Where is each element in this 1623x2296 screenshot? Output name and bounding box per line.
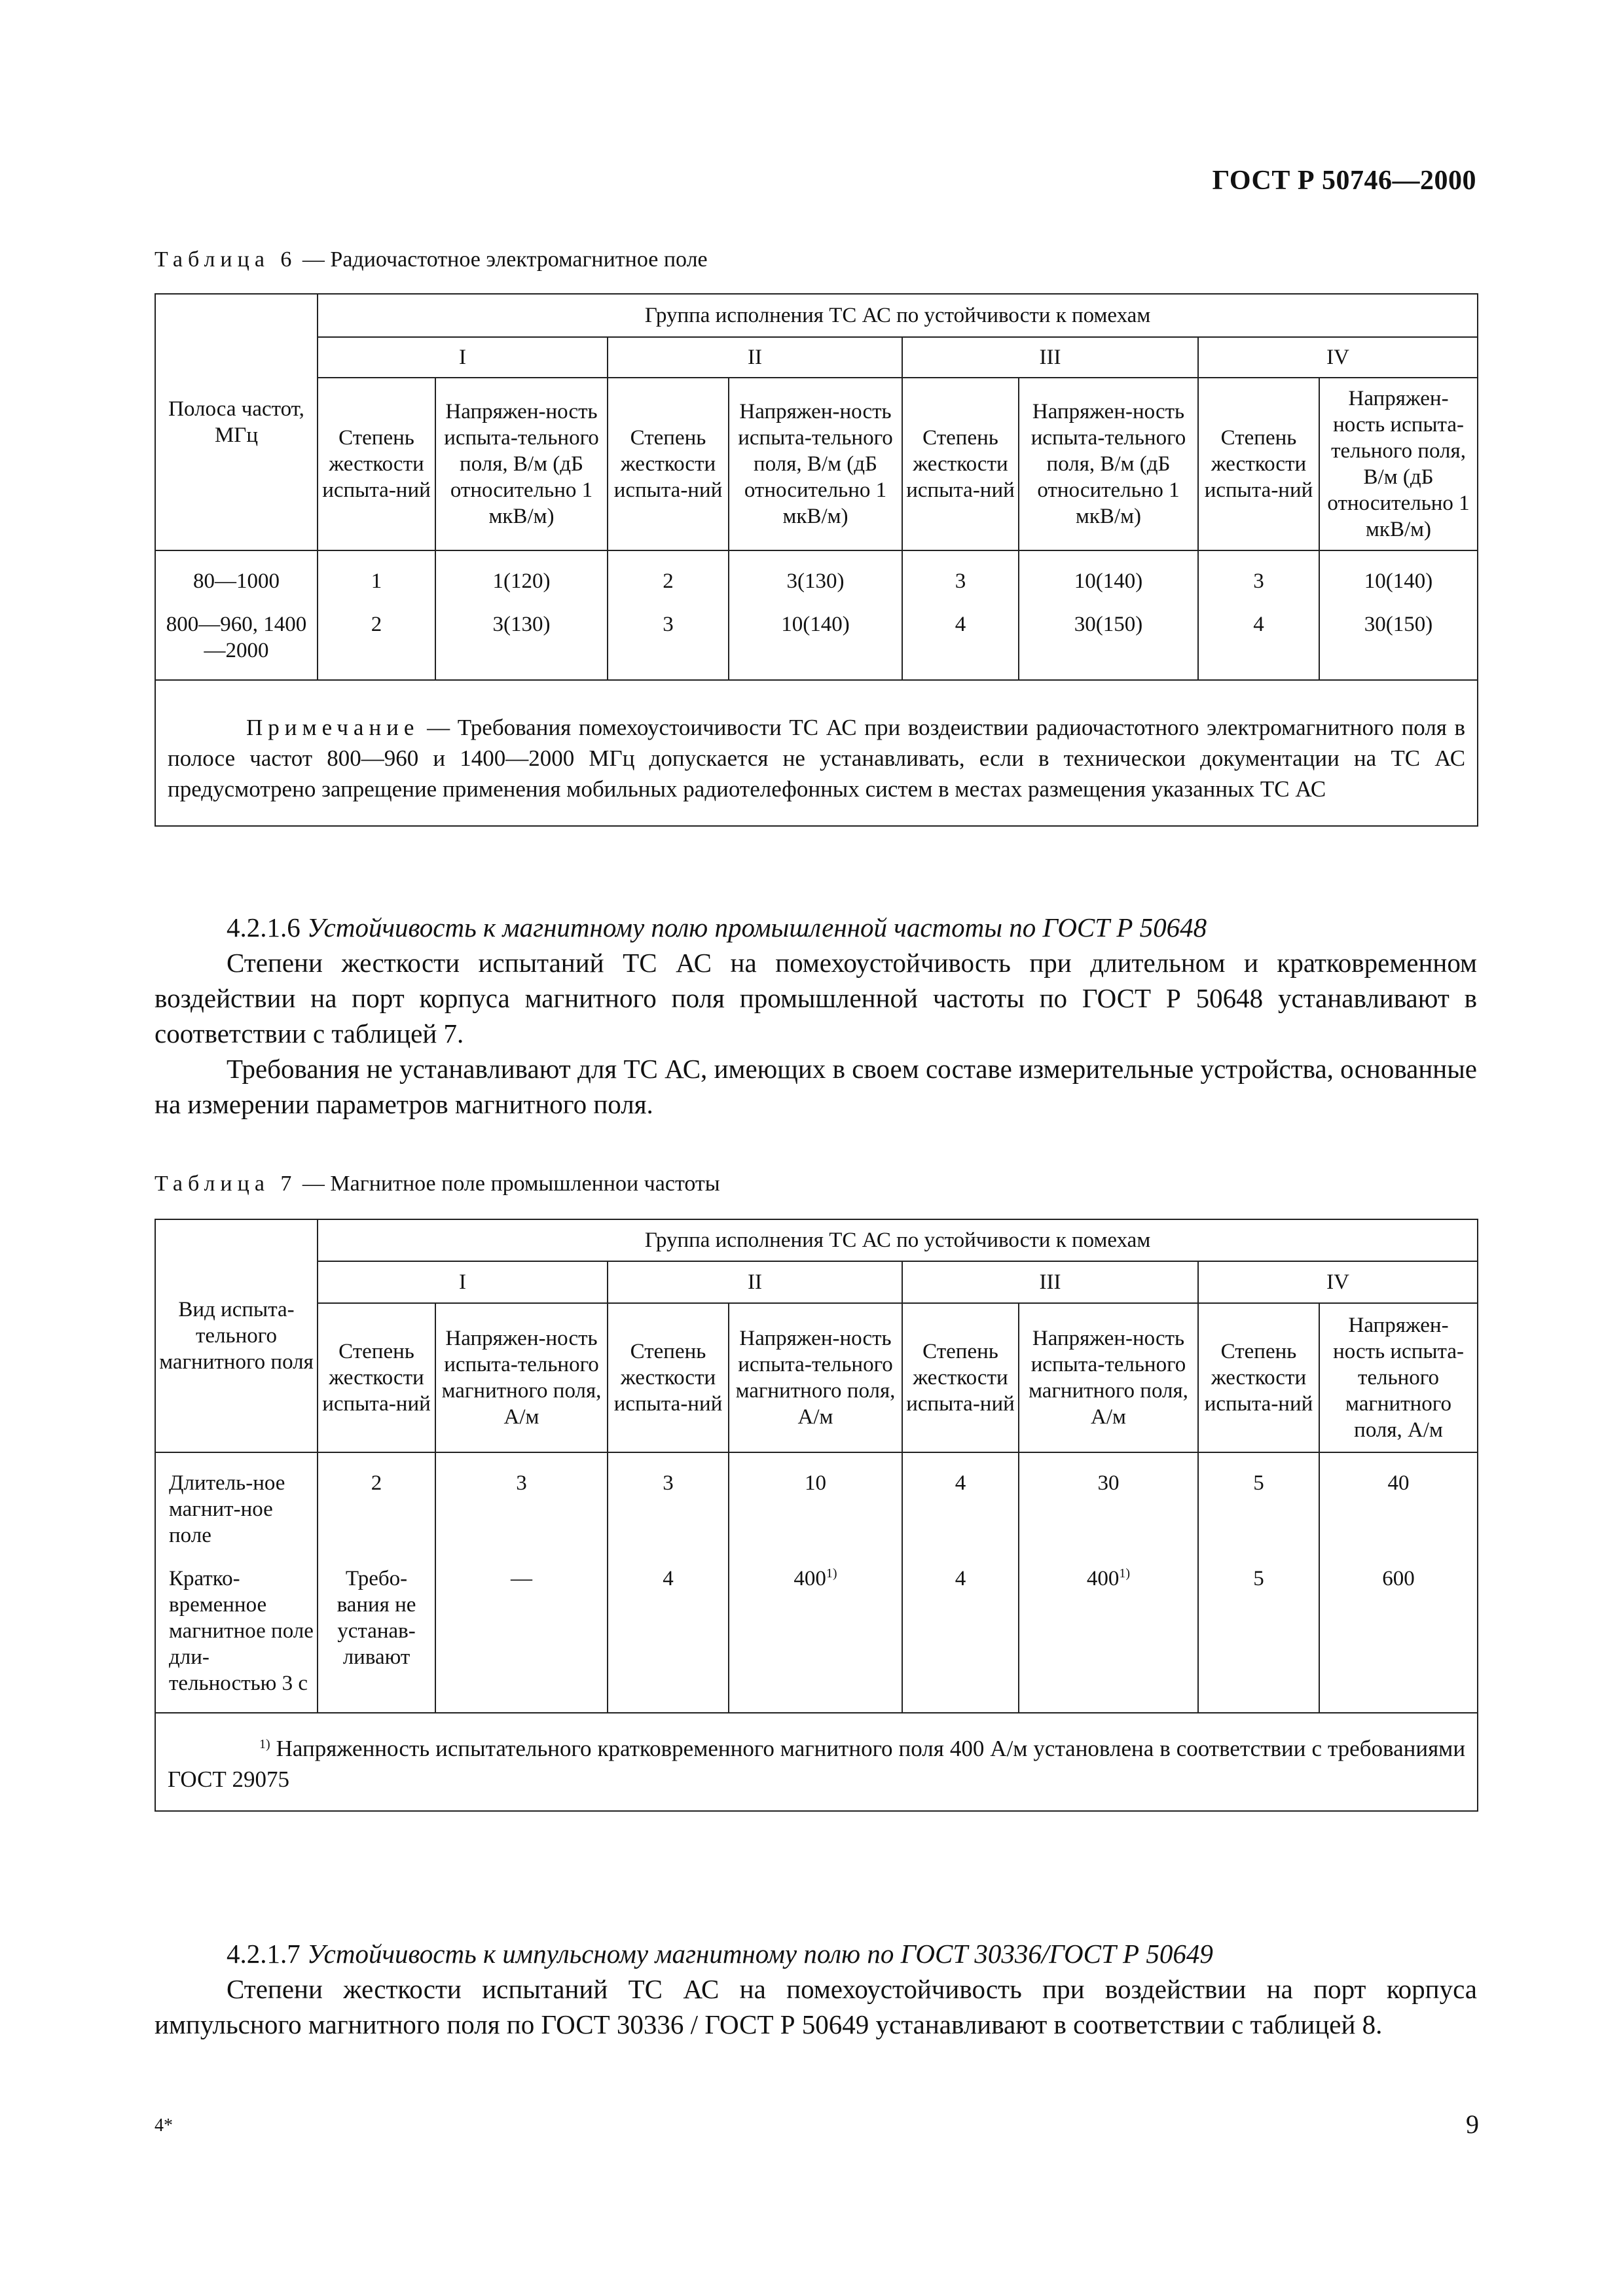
footnote-ref: 1) [826,1566,837,1581]
clause-4216-heading [155,910,1477,945]
clause-title: Устойчивость к магнитному полю промышленной частоты по ГОСТ Р 50648 [307,912,1207,942]
table6-band-cell: 800—960, 1400—2000 [155,594,318,680]
table7-group-header: Группа исполнения ТС АС по устойчивости к помехам [318,1219,1478,1261]
clause-4217-heading [155,1936,1477,1971]
paragraph-text: Степени жесткости испытаний ТС АС на помехоустойчивость при воздействии на порт корпуса импульсного магнитного поля по ГОСТ 30336 / ГОСТ Р 50649 устанавливают в соответствии с таблицей 8. [155,1974,1477,2039]
table-cell: 4 [902,1549,1019,1713]
table-cell: 3(130) [435,594,608,680]
table7-group: IV [1198,1261,1478,1303]
page-number: 9 [1466,2109,1479,2139]
table6-group: II [608,337,902,378]
table7-degree-header: Степень жесткости испыта-ний [1198,1303,1319,1452]
table7-group: II [608,1261,902,1303]
table6-caption-text: — Радиочастотное электромагнитное поле [297,247,708,272]
clause-number: 4.2.1.7 [227,1939,301,1969]
table6-group: IV [1198,337,1478,378]
table7-kind-cell: Кратко-временное магнитное поле дли-тельностью 3 с [155,1549,318,1713]
table6-degree-header: Степень жесткости испыта-ний [608,378,729,550]
paragraph-text: Требования не устанавливают для ТС АС, имеющих в своем составе измерительные устройства, основанные на измерении параметров магнитного поля. [155,1054,1477,1119]
table-cell: 3 [608,1452,729,1549]
table-cell: 10(140) [1319,550,1478,594]
table6-strength-header: Напряжен-ность испыта-тельного поля, В/м (дБ относительно 1 мкВ/м) [1019,378,1198,550]
table-row [155,1452,1478,1549]
table-cell: — [435,1549,608,1713]
table7-group: I [318,1261,608,1303]
table-row [155,1549,1478,1713]
table-cell: 4 [608,1549,729,1713]
table7-caption-text: — Магнитное поле промышленнои частоты [297,1172,720,1196]
table-cell: Требо-вания не устанав-ливают [318,1549,435,1713]
table6-degree-header: Степень жесткости испыта-ний [902,378,1019,550]
table7-strength-header: Напряжен-ность испыта-тельного магнитного поля, А/м [729,1303,902,1452]
table6-note [155,680,1478,826]
table7-strength-header: Напряжен-ность испыта-тельного магнитного поля, А/м [1019,1303,1198,1452]
table6-group: III [902,337,1198,378]
footnote-ref: 1) [1119,1566,1131,1581]
table-cell: 3 [435,1452,608,1549]
table-cell: 10(140) [1019,550,1198,594]
footnote-mark: 1) [259,1737,270,1751]
table7-group: III [902,1261,1198,1303]
paragraph-text: Степени жесткости испытаний ТС АС на помехоустойчивость при длительном и кратковременном воздействии на порт корпуса магнитного поля промышленной частоты по ГОСТ Р 50648 устанавливают в соответствии с таблицей 7. [155,948,1477,1049]
clause-4217-paragraph-1 [155,1971,1477,2042]
table-cell: 30(150) [1019,594,1198,680]
table-cell: 3 [902,550,1019,594]
table7-kind-cell: Длитель-ное магнит-ное поле [155,1452,318,1549]
table-cell: 30 [1019,1452,1198,1549]
table6-degree-header: Степень жесткости испыта-ний [1198,378,1319,550]
table7-strength-header: Напряжен-ность испыта-тельного магнитного поля, А/м [1319,1303,1478,1452]
table6-strength-header: Напряжен-ность испыта-тельного поля, В/м (дБ относительно 1 мкВ/м) [1319,378,1478,550]
table-cell: 5 [1198,1452,1319,1549]
table-cell: 2 [608,550,729,594]
table7-footnote [155,1713,1478,1811]
table7-kind-header: Вид испыта-тельного магнитного поля [155,1219,318,1452]
table6-group-header: Группа исполнения ТС АС по устойчивости к помехам [318,294,1478,337]
table-cell [1019,1549,1198,1713]
clause-number: 4.2.1.6 [227,912,301,942]
clause-4216-paragraph-1 [155,945,1477,1051]
table-cell: 40 [1319,1452,1478,1549]
table-cell: 4 [902,594,1019,680]
table-row [155,550,1478,594]
table6-note-text: — Требования помехоустоичивости ТС АС при воздеиствии радиочастотного электромагнитного поля в полосе частот 800—960 и 1400—2000 МГц допускается не устанавливать, если в техническои документации на ТС АС предусмотрено запрещение применения мобильных радиотелефонных систем в местах размещения указанных ТС АС [168,715,1466,802]
table7-degree-header: Степень жесткости испыта-ний [902,1303,1019,1452]
standard-number: ГОСТ Р 50746—2000 [1212,166,1476,196]
table-cell: 1 [318,550,435,594]
table-cell: 3 [608,594,729,680]
table-cell: 4 [902,1452,1019,1549]
table-cell: 3 [1198,550,1319,594]
table-cell: 10 [729,1452,902,1549]
table6-strength-header: Напряжен-ность испыта-тельного поля, В/м (дБ относительно 1 мкВ/м) [435,378,608,550]
table6-band-cell: 80—1000 [155,550,318,594]
table7-strength-header: Напряжен-ность испыта-тельного магнитного поля, А/м [435,1303,608,1452]
table-cell: 3(130) [729,550,902,594]
table-cell: 1(120) [435,550,608,594]
table-cell: 30(150) [1319,594,1478,680]
cell-value: 400 [1086,1567,1120,1590]
footnote-text: Напряженность испытательного кратковременного магнитного поля 400 А/м установлена в соответствии с требованиями ГОСТ 29075 [168,1736,1466,1792]
table6 [155,293,1478,827]
table6-strength-header: Напряжен-ность испыта-тельного поля, В/м (дБ относительно 1 мкВ/м) [729,378,902,550]
table-cell: 600 [1319,1549,1478,1713]
table-cell: 5 [1198,1549,1319,1713]
table-cell: 4 [1198,594,1319,680]
table6-caption-label: Таблица 6 [155,247,297,272]
sheet-mark: 4* [155,2115,173,2136]
table-cell: 2 [318,1452,435,1549]
table7-caption [155,1172,720,1196]
table6-group: I [318,337,608,378]
table7-caption-label: Таблица 7 [155,1172,297,1196]
table7-degree-header: Степень жесткости испыта-ний [318,1303,435,1452]
table7 [155,1219,1478,1812]
table6-caption [155,247,708,272]
table6-band-header: Полоса частот, МГц [155,294,318,550]
table6-note-label: Примечание [246,715,420,740]
table7-degree-header: Степень жесткости испыта-ний [608,1303,729,1452]
table-cell: 2 [318,594,435,680]
table-row [155,594,1478,680]
table6-degree-header: Степень жесткости испыта-ний [318,378,435,550]
table-cell [729,1549,902,1713]
clause-title: Устойчивость к импульсному магнитному полю по ГОСТ 30336/ГОСТ Р 50649 [307,1939,1213,1969]
cell-value: 400 [793,1567,826,1590]
clause-4216-paragraph-2 [155,1051,1477,1122]
table-cell: 10(140) [729,594,902,680]
